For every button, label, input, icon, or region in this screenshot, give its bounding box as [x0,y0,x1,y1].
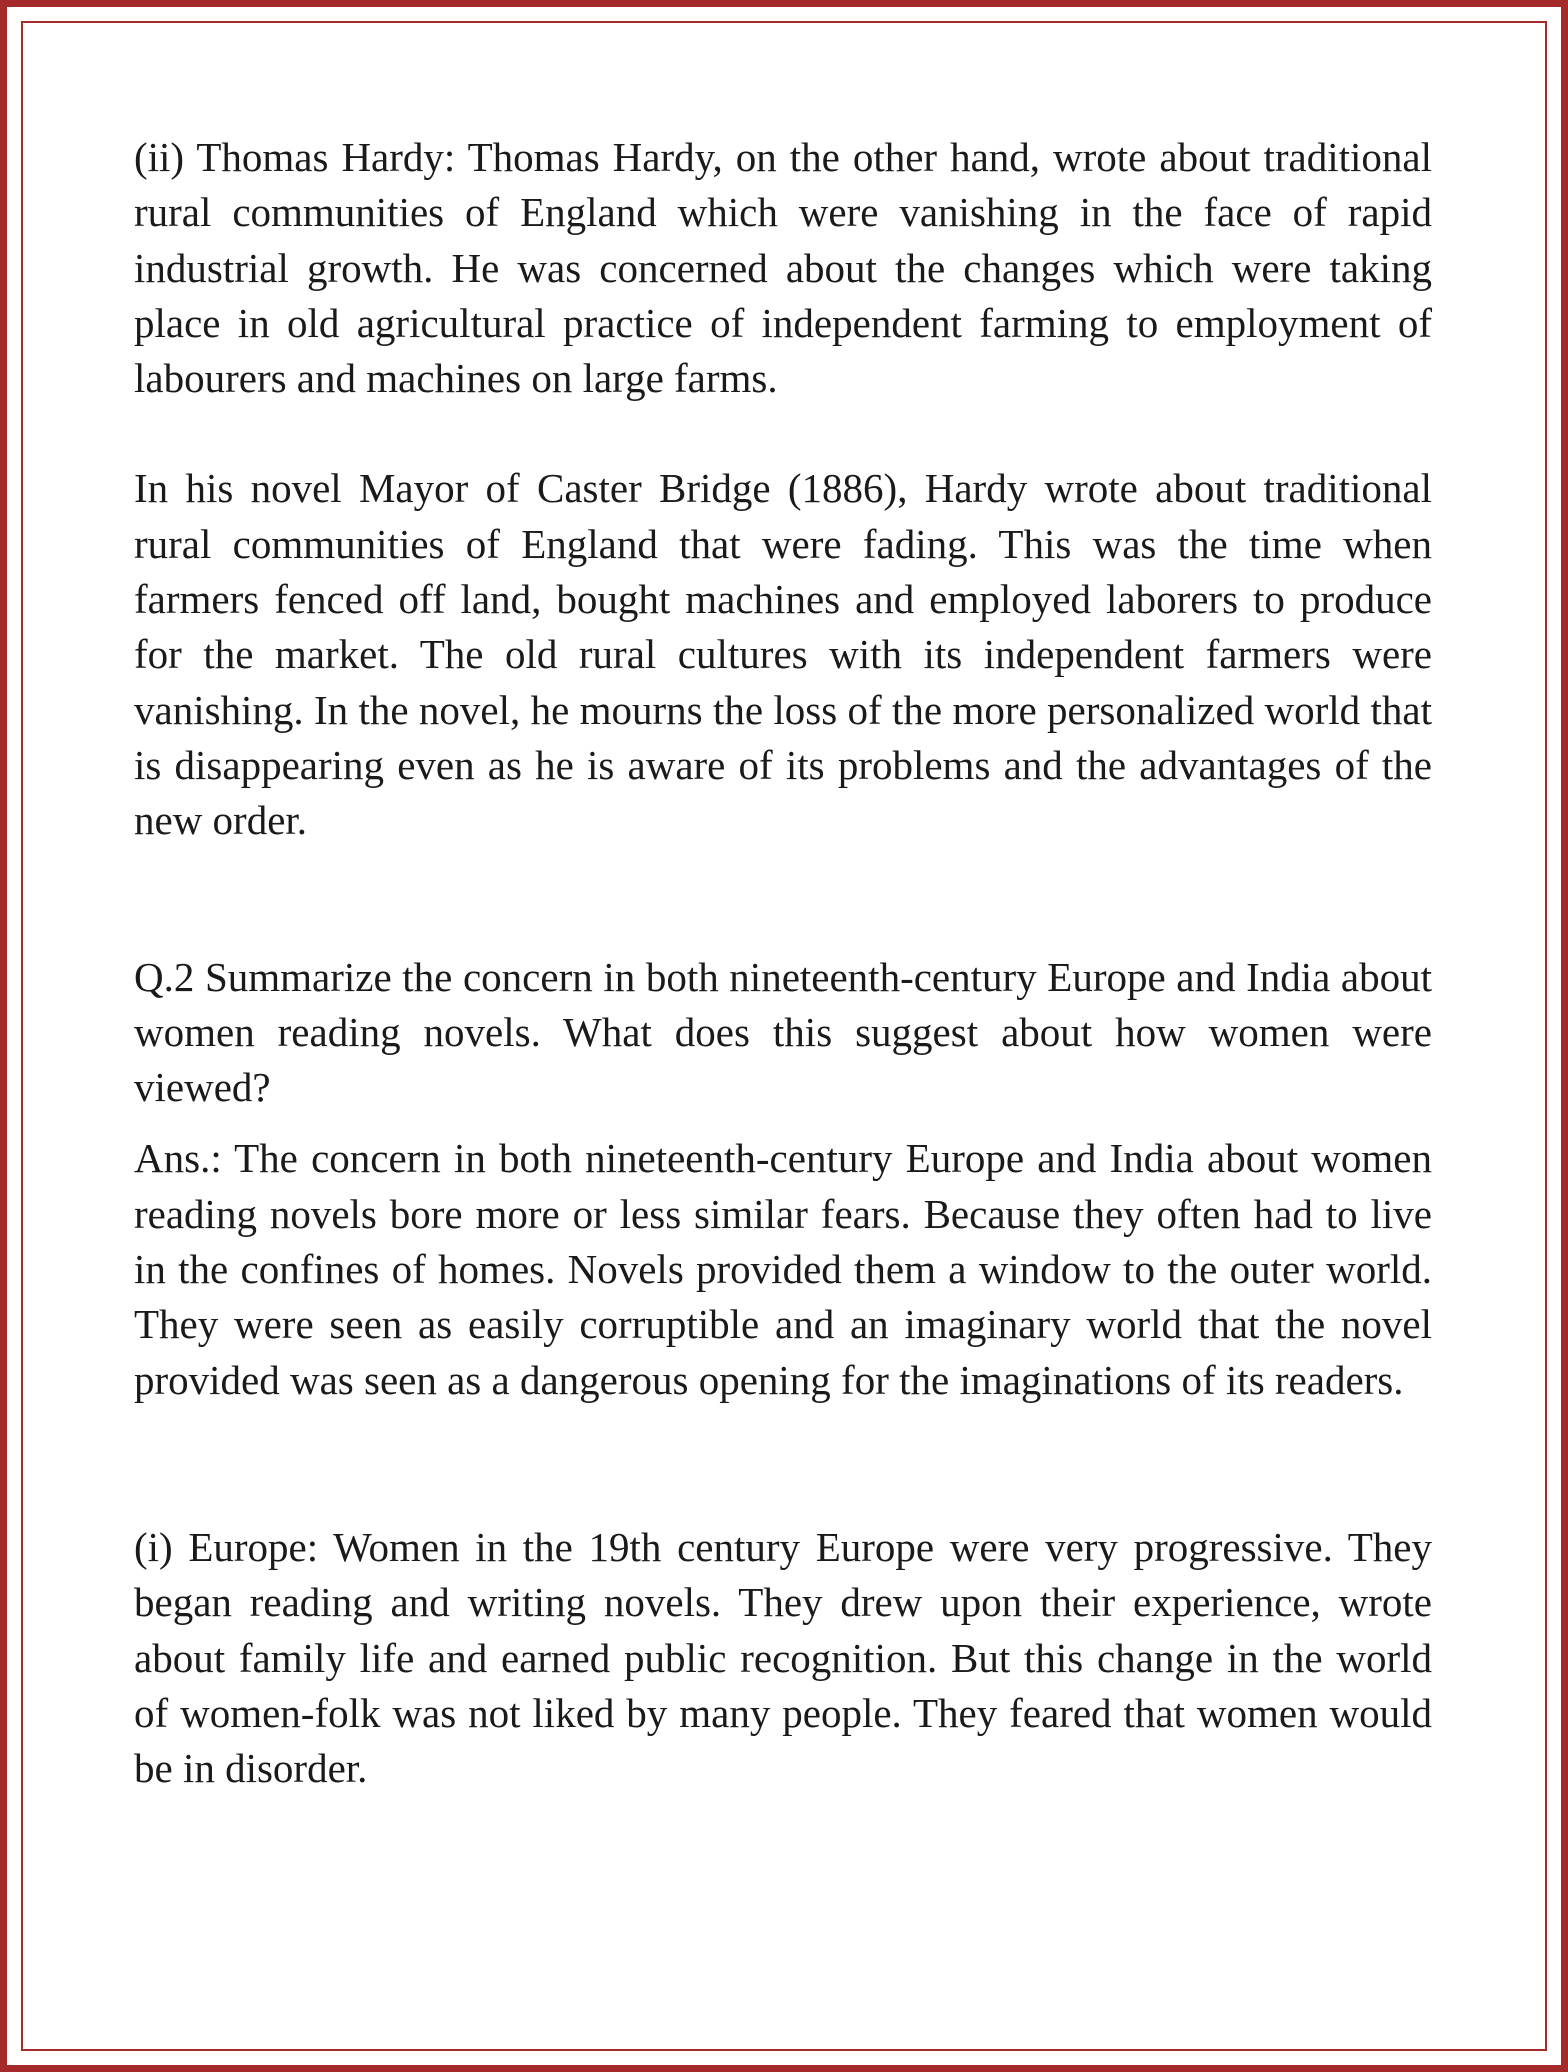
question-2: Q.2 Summarize the concern in both nineteenth-century Europe and India about women reading novels. What does this suggest about how women were viewed? [134,953,1432,1111]
paragraph-thomas-hardy: (ii) Thomas Hardy: Thomas Hardy, on the other hand, wrote about traditional rural communities of England which were vanishing in the face of rapid industrial growth. He was concerned about the changes which were taking place in old agricultural practice of independent farming to employment of labourers and machines on large farms. [134,134,1432,402]
answer-2: Ans.: The concern in both nineteenth-century Europe and India about women reading novels bore more or less similar fears. Because they often had to live in the confines of homes. Novels provided them a window to the outer world. They were seen as easily corruptible and an imaginary world that the novel provided was seen as a dangerous opening for the imaginations of its readers. [134,1135,1432,1403]
paragraph-europe: (i) Europe: Women in the 19th century Europe were very progressive. They began reading and writing novels. They drew upon their experience, wrote about family life and earned public recognition. But this change in the world of women-folk was not liked by many people. They feared that women would be in disorder. [134,1523,1432,1792]
paragraph-mayor-of-caster-bridge: In his novel Mayor of Caster Bridge (1886), Hardy wrote about traditional rural communities of England that were fading. This was the time when farmers fenced off land, bought machines and employed laborers to produce for the market. The old rural cultures with its independent farmers were vanishing. In the novel, he mourns the loss of the more personalized world that is disappearing even as he is aware of its problems and the advantages of the new order. [134,465,1432,844]
document-body [134,130,1432,1796]
